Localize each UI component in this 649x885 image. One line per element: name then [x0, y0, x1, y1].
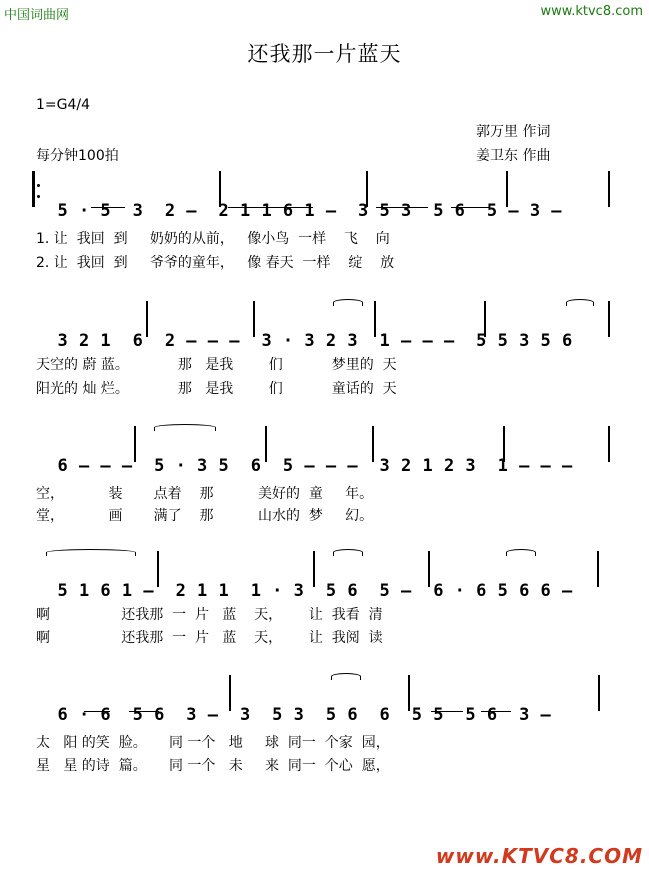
lyric-verse-2: 阳光的 灿 烂。 那 是我 们 童话的 天 — [36, 381, 397, 397]
slur — [506, 549, 536, 556]
barline — [157, 551, 159, 587]
lyric-verse-1: 1. 让 我回 到 奶奶的从前， 像小鸟 一样 飞 向 — [36, 231, 390, 247]
beam-underline — [481, 711, 511, 712]
barline — [229, 675, 231, 711]
staff-notes: 5 1 6 1 — 2 1 1 1 · 3 5 6 5 — 6 · 6 5 6 6 — — [57, 581, 573, 601]
staff-row-1 — [36, 181, 610, 221]
barline — [374, 301, 376, 337]
slur — [46, 549, 136, 556]
beam-underline — [431, 711, 463, 712]
lyric-verse-1: 天空的 蔚 蓝。 那 是我 们 梦里的 天 — [36, 357, 397, 373]
slur — [154, 424, 216, 431]
tempo: 每分钟100拍 — [36, 148, 119, 164]
song-title: 还我那一片蓝天 — [247, 42, 402, 66]
composer-credit: 姜卫东 作曲 — [476, 148, 551, 164]
lyric-verse-1: 啊 还我那 一 片 蓝 天， 让 我看 清 — [36, 607, 383, 623]
beam-underline — [84, 711, 110, 712]
beam-underline — [228, 207, 313, 208]
slur — [566, 299, 594, 306]
barline — [408, 675, 410, 711]
slur — [331, 673, 361, 680]
barline — [253, 301, 255, 337]
lyricist-credit: 郭万里 作词 — [476, 124, 551, 140]
barline — [608, 426, 610, 462]
staff-notes: 5 · 5 3 2 — 2 1 1 6 1 — 3 5 3 5 6 5 — 3 — — [57, 201, 563, 221]
barline — [366, 171, 368, 207]
barline — [265, 426, 267, 462]
staff-row-4 — [36, 561, 610, 601]
slur — [333, 549, 363, 556]
barline — [134, 426, 136, 462]
lyric-verse-2: 2. 让 我回 到 爷爷的童年， 像 春天 一样 绽 放 — [36, 255, 395, 271]
lyric-verse-2: 堂， 画 满了 那 山水的 梦 幻。 — [36, 508, 374, 524]
barline — [219, 171, 221, 207]
beam-underline — [129, 711, 159, 712]
barline — [503, 426, 505, 462]
staff-notes: 6 · 6 5 6 3 — 3 5 3 5 6 6 5 5 5 6 3 — — [57, 705, 552, 725]
key-signature: 1=G4/4 — [36, 97, 91, 113]
barline — [608, 171, 610, 207]
barline — [597, 551, 599, 587]
barline — [313, 551, 315, 587]
lyric-verse-1: 太 阳 的笑 脸。 同 一个 地 球 同一 个家 园， — [36, 735, 390, 751]
staff-row-2 — [36, 311, 610, 351]
beam-underline — [451, 207, 489, 208]
site-watermark-left: 中国词曲网 — [4, 8, 70, 23]
beam-underline — [91, 207, 125, 208]
repeat-dot — [37, 184, 40, 187]
lyric-verse-2: 啊 还我那 一 片 蓝 天， 让 我阅 读 — [36, 630, 383, 646]
barline — [608, 301, 610, 337]
barline — [598, 675, 600, 711]
site-watermark-right: www.ktvc8.com — [540, 4, 643, 19]
slur — [333, 299, 363, 306]
barline — [146, 301, 148, 337]
barline — [372, 426, 374, 462]
staff-row-3 — [36, 436, 610, 476]
repeat-barline — [32, 171, 35, 207]
barline — [506, 171, 508, 207]
staff-notes: 6 — — — 5 · 3 5 6 5 — — — 3 2 1 2 3 1 — — — — [57, 456, 573, 476]
lyric-verse-2: 星 星 的诗 篇。 同 一个 未 来 同一 个心 愿， — [36, 758, 390, 774]
staff-row-5 — [36, 685, 610, 725]
barline — [484, 301, 486, 337]
staff-notes: 3 2 1 6 2 — — — 3 · 3 2 3 1 — — — 5 5 3 5 6 — [57, 331, 573, 351]
lyric-verse-1: 空， 装 点着 那 美好的 童 年。 — [36, 486, 374, 502]
footer-watermark: www.KTVC8.COM — [435, 844, 643, 868]
repeat-dot — [37, 195, 40, 198]
beam-underline — [376, 207, 428, 208]
barline — [428, 551, 430, 587]
